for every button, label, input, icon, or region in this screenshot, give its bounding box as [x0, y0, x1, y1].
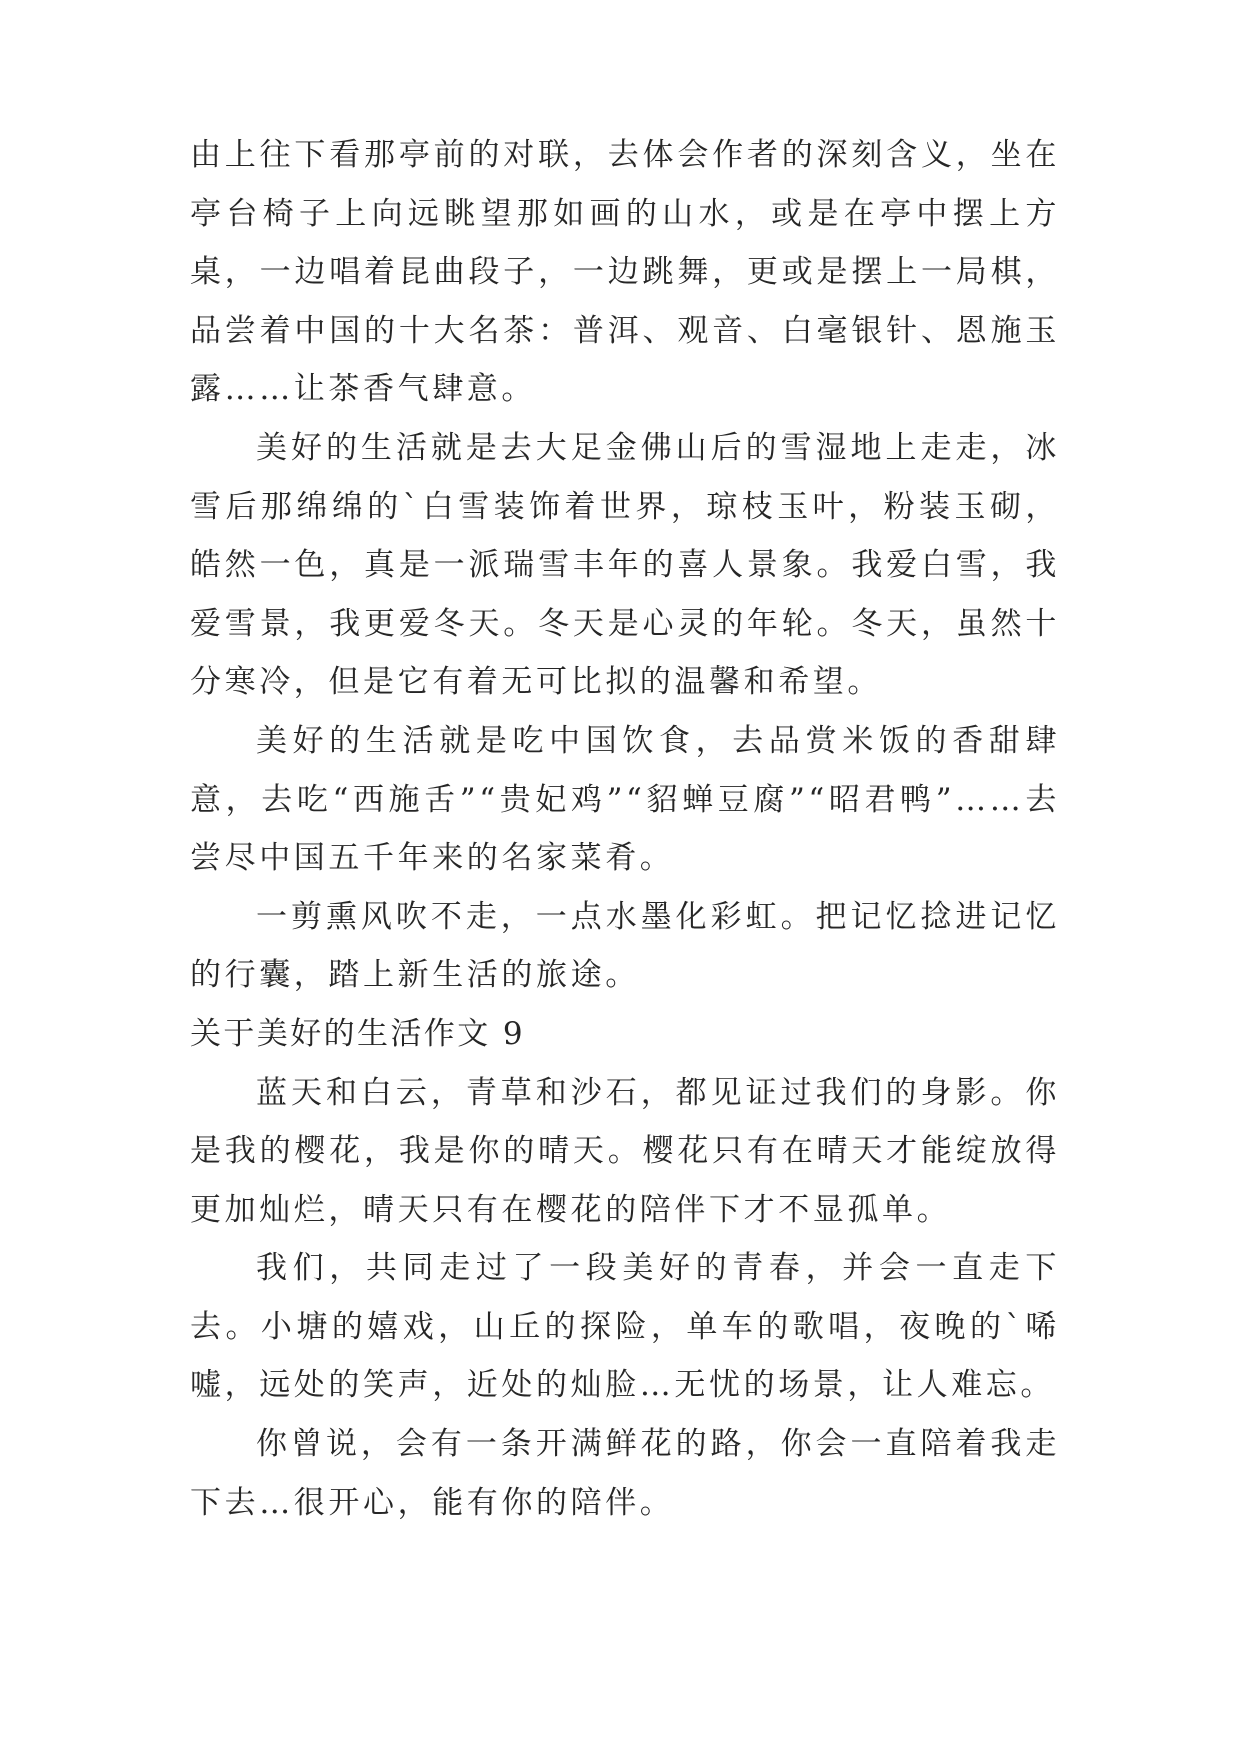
paragraph-7: 你曾说，会有一条开满鲜花的路，你会一直陪着我走下去…很开心，能有你的陪伴。: [190, 1426, 1060, 1521]
paragraph-5: 蓝天和白云，青草和沙石，都见证过我们的身影。你是我的樱花，我是你的晴天。樱花只有在晴天才能绽放得更加灿烂，晴天只有在樱花的陪伴下才不显孤单。: [190, 1074, 1060, 1228]
document-page: [190, 126, 1060, 1532]
paragraph-1: 由上往下看那亭前的对联，去体会作者的深刻含义，坐在亭台椅子上向远眺望那如画的山水，或是在亭中摆上方桌，一边唱着昆曲段子，一边跳舞，更或是摆上一局棋，品尝着中国的十大名茶：普洱、观音、白毫银针、恩施玉露……让茶香气肆意。: [190, 137, 1060, 408]
paragraph-2: 美好的生活就是去大足金佛山后的雪湿地上走走，冰雪后那绵绵的`白雪装饰着世界，琼枝玉叶，粉装玉砌，皓然一色，真是一派瑞雪丰年的喜人景象。我爱白雪，我爱雪景，我更爱冬天。冬天是心灵的年轮。冬天，虽然十分寒冷，但是它有着无可比拟的温馨和希望。: [190, 429, 1060, 701]
paragraph-6: 我们，共同走过了一段美好的青春，并会一直走下去。小塘的嬉戏，山丘的探险，单车的歌唱，夜晚的`唏嘘，远处的笑声，近处的灿脸…无忧的场景，让人难忘。: [190, 1250, 1060, 1404]
section-heading: 关于美好的生活作文 9: [190, 1015, 525, 1052]
paragraph-3: 美好的生活就是吃中国饮食，去品赏米饭的香甜肆意，去吃“西施舌”“贵妃鸡”“貂蝉豆腐”“昭君鸭”……去尝尽中国五千年来的名家菜肴。: [190, 722, 1060, 877]
paragraph-4: 一剪熏风吹不走，一点水墨化彩虹。把记忆捻进记忆的行囊，踏上新生活的旅途。: [190, 898, 1060, 994]
